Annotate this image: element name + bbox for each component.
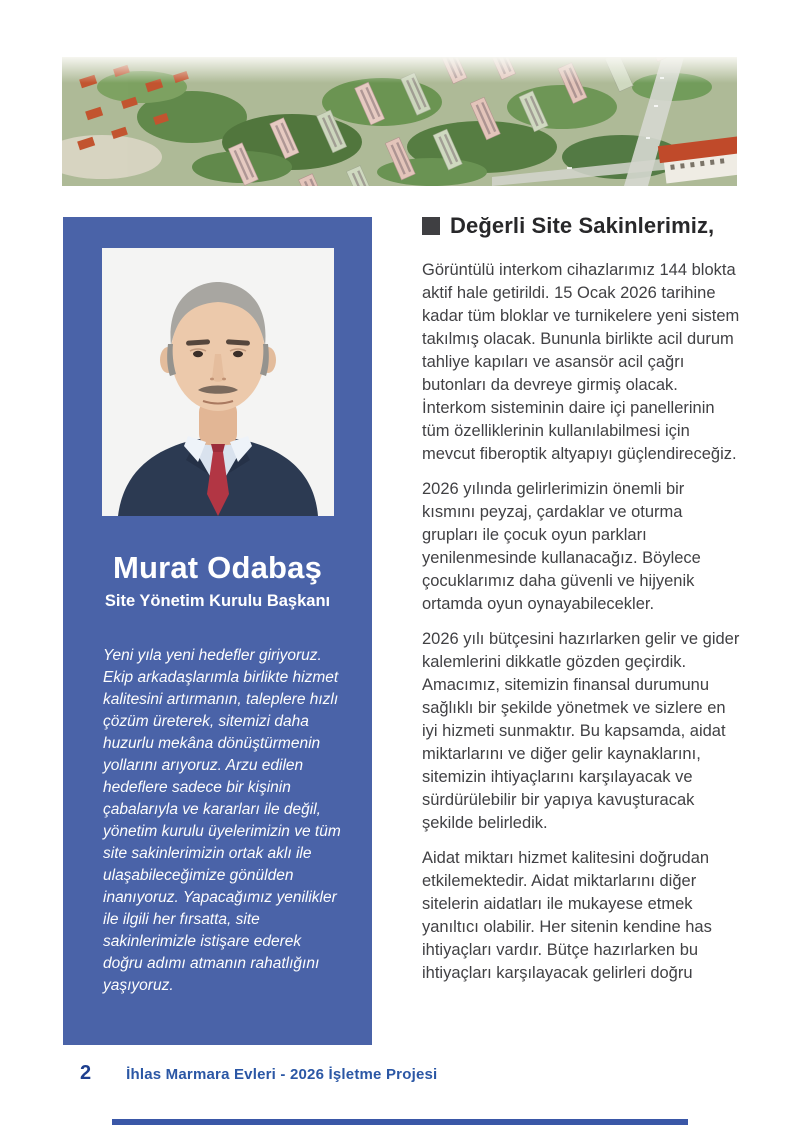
heading-bullet-square-icon xyxy=(422,217,440,235)
chairman-name: Murat Odabaş xyxy=(112,550,323,585)
chairman-portrait-photo xyxy=(102,248,334,516)
article-paragraph-1: Görüntülü interkom cihazlarımız 144 blokta aktif hale getirildi. 15 Ocak 2026 tarihine kadar tüm bloklar ve turnikelere yeni sistem takılmış olacak. Bununla birlikte acil durum tahliye kapıları ve asansör acil çağrı butonları da devreye girmiş olacak. İnterkom sisteminin daire içi panellerinin tüm özelliklerinin kullanılabilmesi için mevcut fiberoptik altyapıyı güçlendireceğiz. xyxy=(422,261,740,463)
article-column xyxy=(422,213,740,997)
page-number: 2 xyxy=(80,1062,92,1084)
aerial-photo-banner xyxy=(62,57,737,186)
chairman-title: Site Yönetim Kurulu Başkanı xyxy=(104,592,331,610)
article-paragraph-4: Aidat miktarı hizmet kalitesini doğrudan etkilemektedir. Aidat miktarlarını diğer sitelerin aidatları ile mukayese etmek yanıltıcı olabilir. Her sitenin kendine has ihtiyaçları vardır. Bütçe hazırlarken bu ihtiyaçları karşılayacak gelirleri doğru xyxy=(422,849,712,982)
chairman-message: Yeni yıla yeni hedefler giriyoruz. Ekip arkadaşlarımla birlikte hizmet kalitesini artırmanın, taleplere hızlı çözüm üreterek, sitemizi daha huzurlu mekâna dönüştürmenin yollarını arıyoruz. Arzu edilen hedeflere sadece bir kişinin çabalarıyla ve kararları ile değil, yönetim kurulu üyelerimizin ve tüm site sakinlerimizin ortak aklı ile ulaşabileceğimize gönülden inanıyoruz. Yapacağımız yenilikler ile ilgili her fırsatta, site sakinlerimizle istişare ederek doğru adımı atmanın rahatlığını yaşıyoruz. xyxy=(103,647,341,994)
footer-title: İhlas Marmara Evleri - 2026 İşletme Projesi xyxy=(126,1066,438,1083)
footer-accent-bar xyxy=(112,1119,688,1125)
section-heading-row xyxy=(422,213,740,239)
chairman-sidebar xyxy=(63,217,372,1045)
article-paragraph-2: 2026 yılında gelirlerimizin önemli bir kısmını peyzaj, çardaklar ve oturma grupları ile çocuk oyun parkları yenilenmesinde kullanacağız. Böylece çocuklarımız daha güvenli ve hijyenik ortamda oyun oynayabilecekler. xyxy=(422,480,701,613)
portrait-image xyxy=(102,248,334,516)
section-heading: Değerli Site Sakinlerimiz, xyxy=(450,213,715,238)
aerial-photo-image xyxy=(62,57,737,186)
page-footer xyxy=(63,1062,663,1085)
article-paragraph-3: 2026 yılı bütçesini hazırlarken gelir ve gider kalemlerini dikkatle gözden geçirdik. Amacımız, sitemizin finansal durumunu sağlıklı bir şekilde yönetmek ve sizlere en iyi hizmeti sunmaktır. Bu kapsamda, aidat miktarlarını ve diğer gelir kaynaklarını, sitemizin ihtiyaçlarını karşılayacak ve sürdürülebilir bir yapıya kavuşturacak şekilde belirledik. xyxy=(422,630,740,832)
